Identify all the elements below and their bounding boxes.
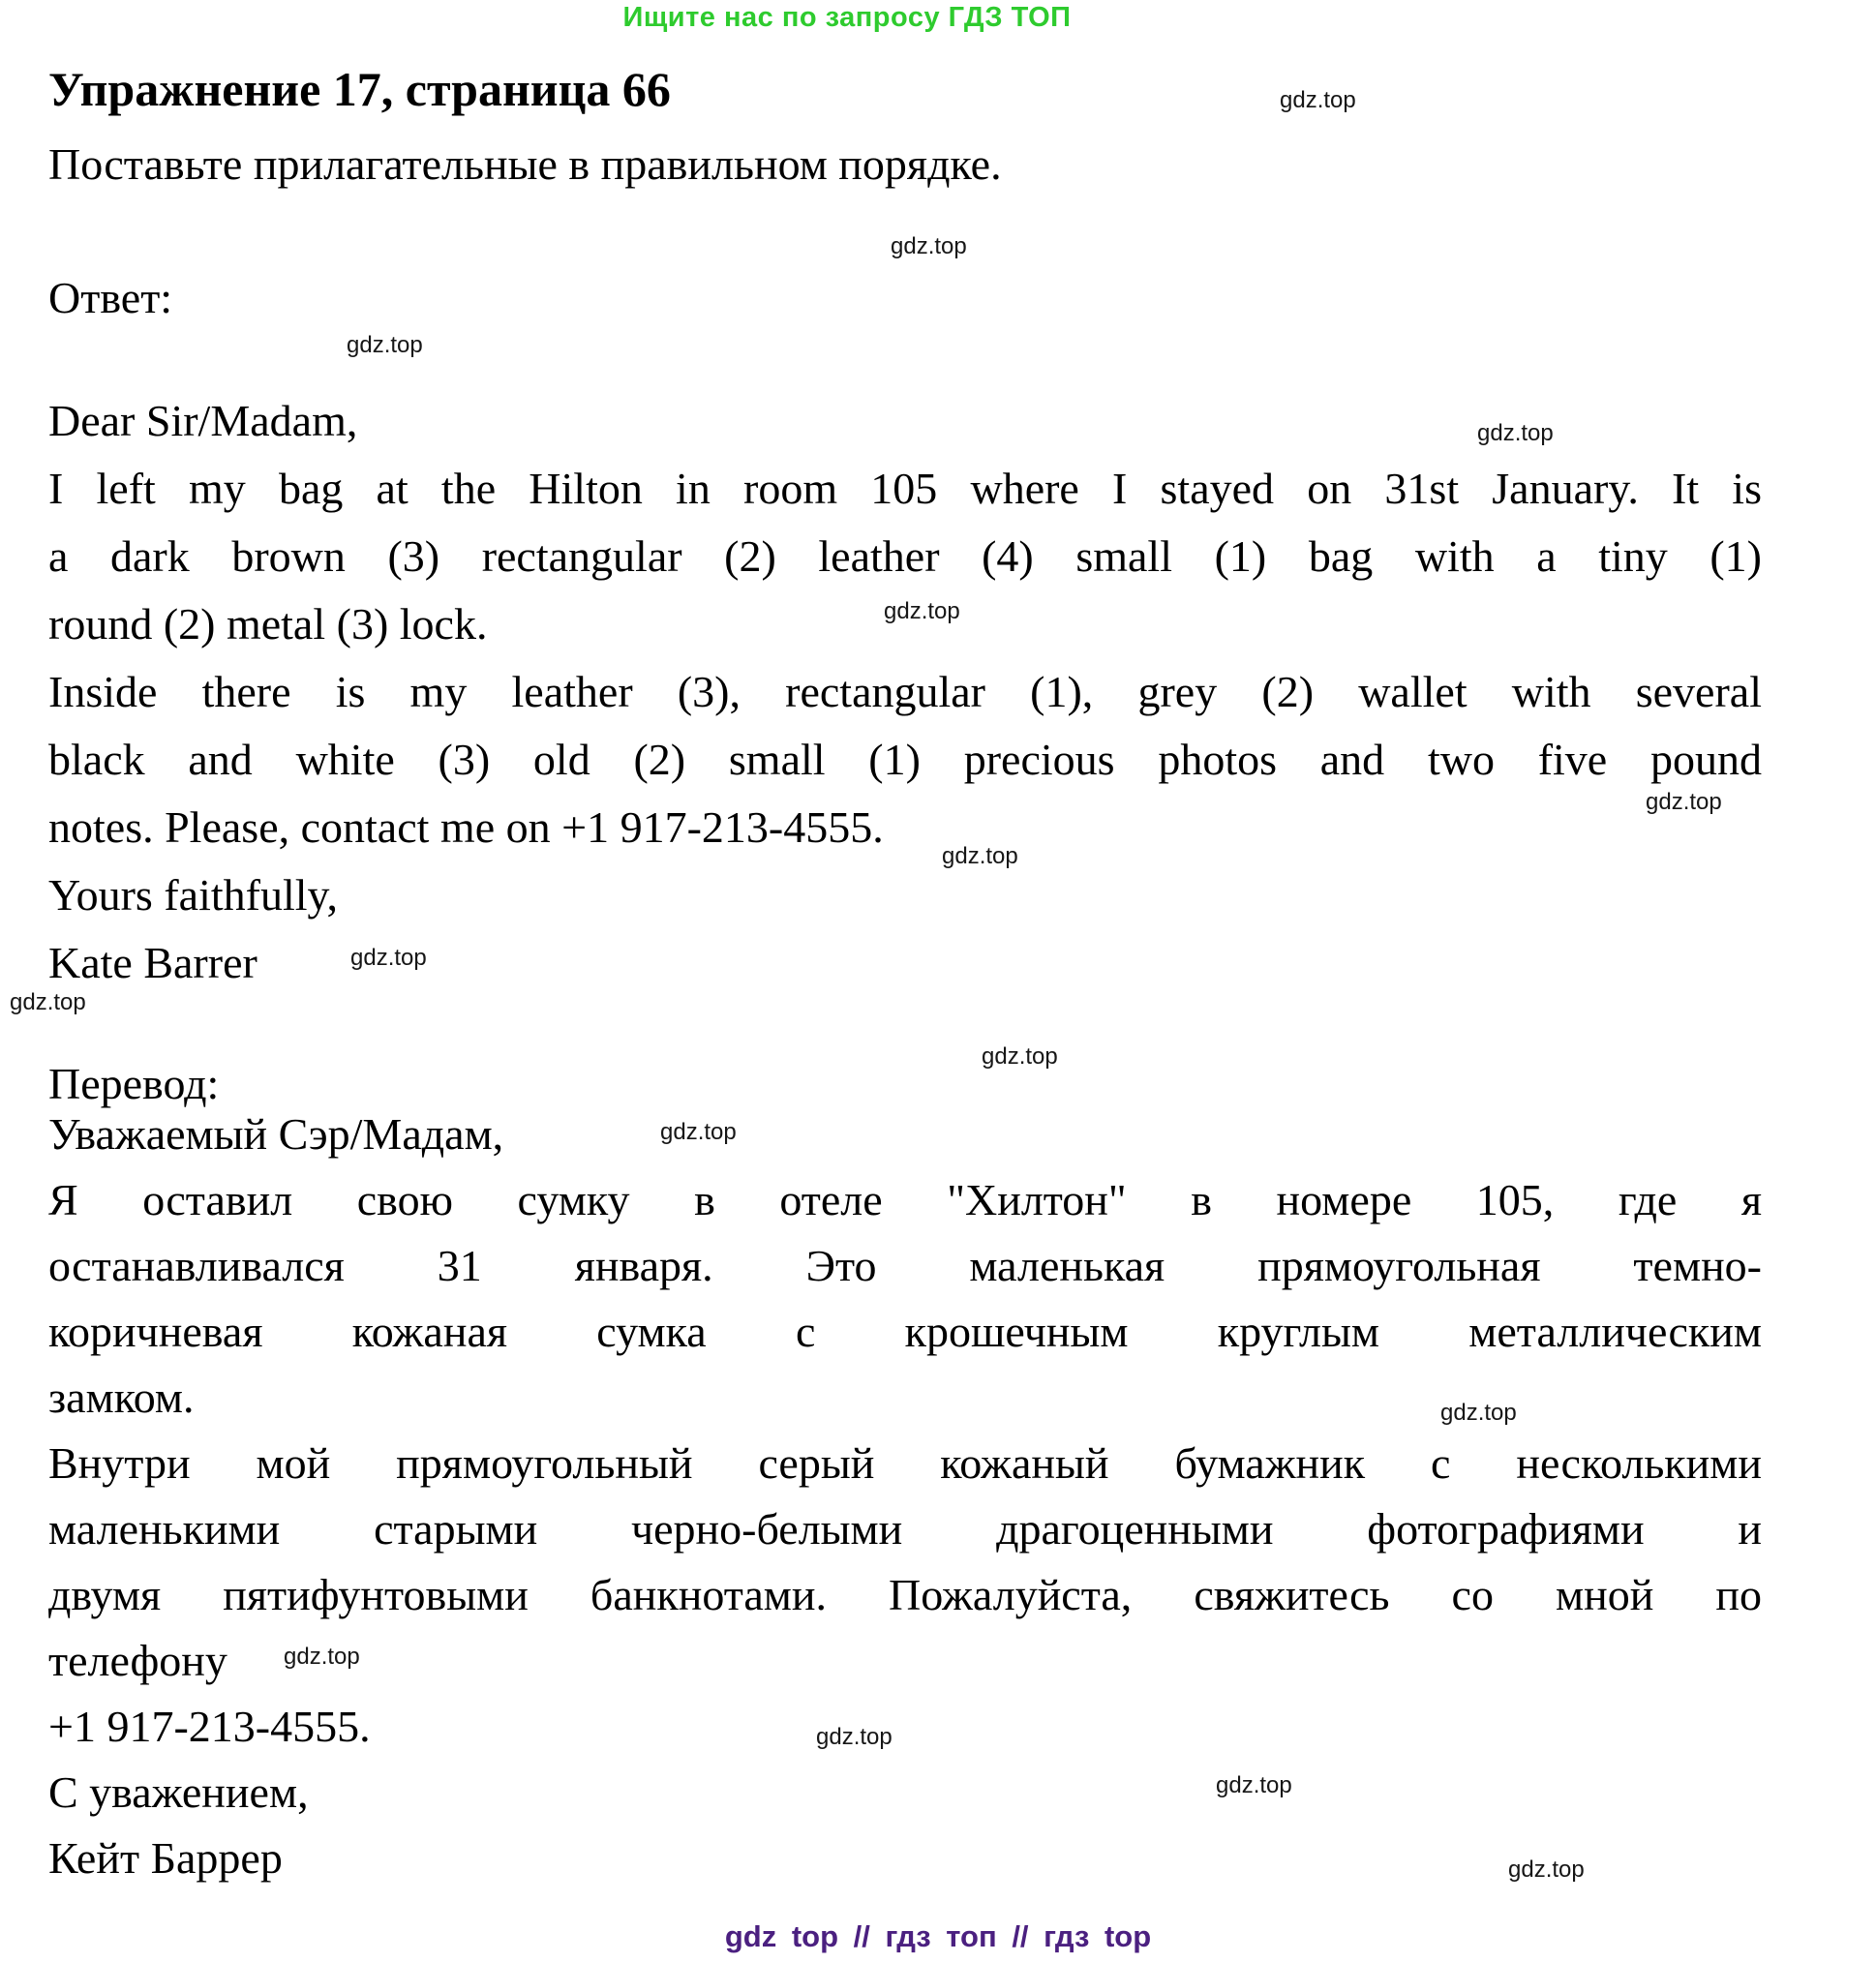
gdz-watermark: gdz.top — [660, 1119, 737, 1145]
gdz-watermark: gdz.top — [284, 1644, 360, 1670]
letter-line: notes. Please, contact me on +1 917-213-4555. — [48, 802, 884, 852]
translation-line: останавливался 31 января. Это маленькая прямоугольная темно- — [48, 1241, 1762, 1290]
promo-banner: Ищите нас по запросу ГДЗ ТОП — [622, 2, 1072, 33]
answer-label: Ответ: — [48, 273, 173, 322]
gdz-watermark: gdz.top — [1216, 1772, 1292, 1798]
translation-text — [48, 1102, 1762, 1891]
letter-line: Inside there is my leather (3), rectangular (1), grey (2) wallet with several — [48, 667, 1762, 716]
translation-line: Я оставил свою сумку в отеле "Хилтон" в номере 105, где я — [48, 1175, 1762, 1224]
letter-line: Yours faithfully, — [48, 870, 339, 920]
gdz-watermark: gdz.top — [347, 332, 423, 358]
exercise-title: Упражнение 17, страница 66 — [48, 62, 671, 116]
letter-line: Kate Barrer — [48, 938, 257, 987]
translation-line: Внутри мой прямоугольный серый кожаный бумажник с несколькими — [48, 1438, 1762, 1488]
translation-label: Перевод: — [48, 1059, 220, 1108]
answer-letter — [48, 387, 1762, 997]
translation-line: С уважением, — [48, 1767, 309, 1817]
gdz-watermark: gdz.top — [942, 843, 1018, 869]
exercise-subtitle: Поставьте прилагательные в правильном порядке. — [48, 139, 1002, 189]
translation-line: коричневая кожаная сумка с крошечным круглым металлическим — [48, 1307, 1762, 1356]
gdz-watermark: gdz.top — [350, 945, 427, 971]
translation-line: двумя пятифунтовыми банкнотами. Пожалуйста, свяжитесь со мной по — [48, 1570, 1762, 1619]
translation-line: маленькими старыми черно-белыми драгоценными фотографиями и — [48, 1504, 1762, 1554]
translation-line: телефону — [48, 1636, 227, 1685]
letter-line: black and white (3) old (2) small (1) precious photos and two five pound — [48, 735, 1762, 784]
gdz-watermark: gdz.top — [1508, 1856, 1585, 1883]
gdz-watermark: gdz.top — [884, 598, 960, 624]
gdz-watermark: gdz.top — [1646, 789, 1722, 815]
letter-line: a dark brown (3) rectangular (2) leather (4) small (1) bag with a tiny (1) — [48, 531, 1762, 581]
letter-line: round (2) metal (3) lock. — [48, 599, 488, 649]
gdz-watermark: gdz.top — [891, 233, 967, 259]
translation-line: +1 917-213-4555. — [48, 1702, 371, 1751]
letter-line: Dear Sir/Madam, — [48, 396, 358, 445]
gdz-watermark: gdz.top — [816, 1724, 893, 1750]
letter-line: I left my bag at the Hilton in room 105 where I stayed on 31st January. It is — [48, 464, 1762, 513]
translation-line: Кейт Баррер — [48, 1833, 283, 1883]
footer-links: gdz top // гдз топ // гдз top — [724, 1919, 1152, 1953]
translation-line: Уважаемый Сэр/Мадам, — [48, 1109, 504, 1159]
gdz-watermark: gdz.top — [1440, 1400, 1517, 1426]
gdz-watermark: gdz.top — [1280, 87, 1356, 113]
translation-line: замком. — [48, 1373, 195, 1422]
gdz-watermark: gdz.top — [10, 989, 86, 1015]
gdz-watermark: gdz.top — [982, 1043, 1058, 1070]
gdz-watermark: gdz.top — [1477, 420, 1554, 446]
